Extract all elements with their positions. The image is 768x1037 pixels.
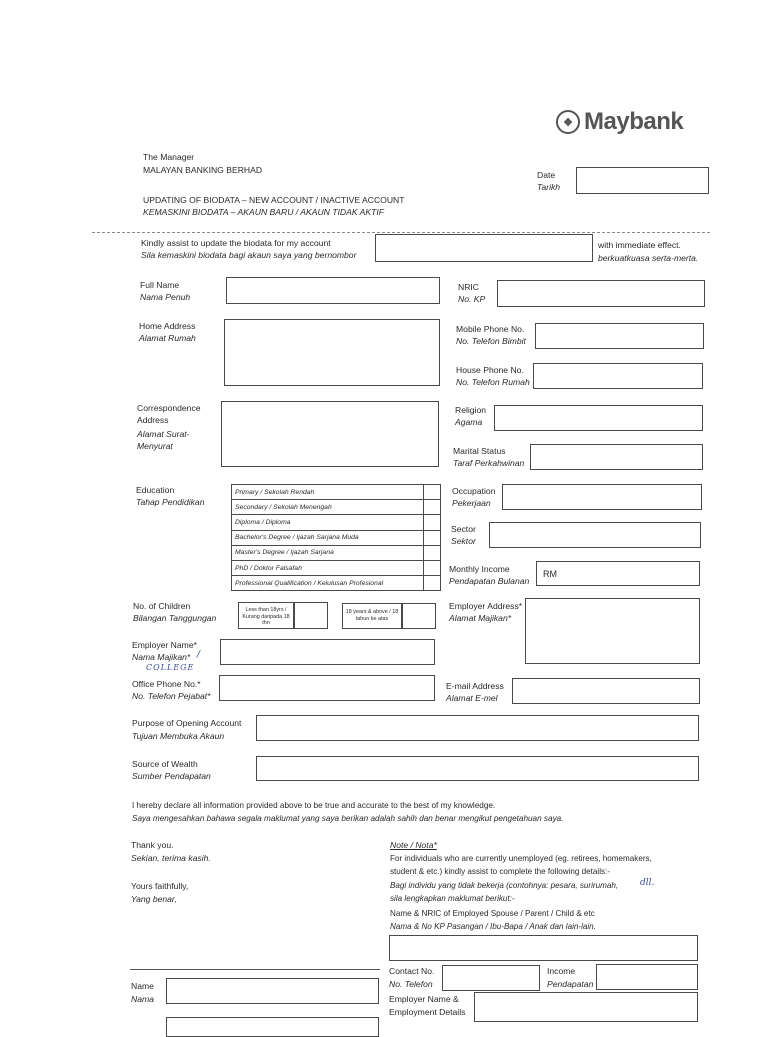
email-label: E-mail Address [446, 681, 504, 691]
education-table [231, 484, 441, 591]
logo-text: Maybank [584, 108, 684, 135]
home-address-field[interactable] [224, 319, 440, 386]
education-option-label: Diploma / Diploma [232, 515, 424, 530]
education-checkbox[interactable] [424, 530, 441, 545]
wealth-label-my: Sumber Pendapatan [132, 771, 211, 781]
note-line5: Name & NRIC of Employed Spouse / Parent / Child & etc [390, 909, 595, 918]
mobile-label-my: No. Telefon Bimbit [456, 336, 526, 346]
occupation-field[interactable] [502, 484, 702, 510]
children-label-my: Bilangan Tanggungan [133, 613, 217, 623]
education-option-label: Professional Qualification / Kelulusan Profesional [232, 576, 424, 591]
education-option-label: PhD / Doktor Falsafah [232, 560, 424, 575]
wealth-field[interactable] [256, 756, 699, 781]
note-line4: sila lengkapkan maklumat berikut:- [390, 894, 515, 903]
email-field[interactable] [512, 678, 700, 704]
education-option[interactable] [232, 576, 441, 591]
education-option[interactable] [232, 530, 441, 545]
note-title: Note / Nota* [390, 840, 437, 850]
nric-label: NRIC [458, 282, 480, 292]
employer-address-field[interactable] [525, 598, 700, 664]
income-label: Monthly Income [449, 564, 510, 574]
thanks-en: Thank you. [131, 840, 174, 850]
yours-en: Yours faithfully, [131, 881, 189, 891]
corr-label-my-1: Alamat Surat- [137, 429, 190, 439]
declaration-my: Saya mengesahkan bahawa segala maklumat yang saya berikan adalah sahih dan benar mengikut pengetahuan saya. [132, 814, 564, 823]
name-label: Name [131, 981, 154, 991]
dependent-name-field[interactable] [389, 935, 698, 961]
office-phone-field[interactable] [219, 675, 435, 701]
children-below-field[interactable] [294, 602, 328, 629]
name-label-my: Nama [131, 994, 154, 1004]
purpose-field[interactable] [256, 715, 699, 741]
education-option[interactable] [232, 545, 441, 560]
office-phone-label: Office Phone No.* [132, 679, 201, 689]
handwritten-slash: / [197, 650, 201, 660]
correspondence-address-field[interactable] [221, 401, 439, 467]
full-name-label: Full Name [140, 280, 180, 290]
contact-label: Contact No. [389, 966, 435, 976]
employment-label-1: Employer Name & [389, 994, 459, 1004]
date-label: Date [537, 170, 556, 180]
education-checkbox[interactable] [424, 485, 441, 500]
note-line2: student & etc.) kindly assist to complete the following details:- [390, 867, 610, 876]
house-phone-label: House Phone No. [456, 365, 524, 375]
mobile-label: Mobile Phone No. [456, 324, 525, 334]
nric-signature-field[interactable] [166, 1017, 379, 1037]
request-en: Kindly assist to update the biodata for my account [141, 238, 331, 248]
declaration-en: I hereby declare all information provided above to be true and accurate to the best of my knowledge. [132, 801, 496, 810]
house-phone-label-my: No. Telefon Rumah [456, 377, 530, 387]
full-name-label-my: Nama Penuh [140, 292, 191, 302]
education-option-label: Secondary / Sekolah Menengah [232, 500, 424, 515]
education-option[interactable] [232, 500, 441, 515]
employer-name-label: Employer Name* [132, 640, 197, 650]
sector-field[interactable] [489, 522, 701, 548]
contact-field[interactable] [442, 965, 540, 991]
maybank-tiger-icon: ❖ [556, 110, 580, 134]
education-option-label: Master's Degree / Ijazah Sarjana [232, 545, 424, 560]
religion-label: Religion [455, 405, 487, 415]
thanks-my: Sekian, terima kasih. [131, 853, 211, 863]
email-label-my: Alamat E-mel [446, 693, 498, 703]
employer-address-label-my: Alamat Majikan* [449, 613, 512, 623]
note-line3: Bagi individu yang tidak bekerja (contohnya: pesara, surirumah, [390, 881, 619, 890]
education-checkbox[interactable] [424, 545, 441, 560]
children-above-field[interactable] [402, 603, 436, 629]
income-prefix: RM [543, 569, 557, 579]
purpose-label: Purpose of Opening Account [132, 718, 242, 728]
education-option-label: Bachelor's Degree / Ijazah Sarjana Muda [232, 530, 424, 545]
education-checkbox[interactable] [424, 576, 441, 591]
request-my: Sila kemaskini biodata bagi akaun saya yang bernombor [141, 250, 357, 260]
account-number-field[interactable] [375, 234, 593, 262]
education-label-my: Tahap Pendidikan [136, 497, 205, 507]
children-below-label: Less than 18yrs / Kurang daripada 18 thn [242, 607, 290, 626]
income-label-my: Pendapatan Bulanan [449, 576, 530, 586]
note-income-label-my: Pendapatan [547, 979, 594, 989]
date-field[interactable] [576, 167, 709, 194]
handwritten-college: COLLEGE [146, 663, 195, 672]
children-label: No. of Children [133, 601, 191, 611]
religion-field[interactable] [494, 405, 703, 431]
religion-label-my: Agama [455, 417, 483, 427]
education-checkbox[interactable] [424, 515, 441, 530]
wealth-label: Source of Wealth [132, 759, 198, 769]
marital-field[interactable] [530, 444, 703, 470]
employment-label-2: Employment Details [389, 1007, 466, 1017]
mobile-field[interactable] [535, 323, 704, 349]
education-option[interactable] [232, 515, 441, 530]
education-option[interactable] [232, 560, 441, 575]
subject-en: UPDATING OF BIODATA – NEW ACCOUNT / INACTIVE ACCOUNT [143, 195, 405, 205]
note-income-label: Income [547, 966, 576, 976]
employer-name-label-my: Nama Majikan* [132, 652, 191, 662]
education-checkbox[interactable] [424, 560, 441, 575]
recipient-line1: The Manager [143, 152, 195, 162]
marital-label-my: Taraf Perkahwinan [453, 458, 525, 468]
children-above-label-box [342, 603, 402, 629]
corr-label-2: Address [137, 415, 169, 425]
full-name-field[interactable] [226, 277, 440, 304]
signature-line [130, 969, 380, 970]
maybank-logo [556, 108, 683, 136]
corr-label-1: Correspondence [137, 403, 201, 413]
children-below-label-box [238, 602, 294, 629]
sector-label-my: Sektor [451, 536, 476, 546]
effect-my: berkuatkuasa serta-merta. [598, 253, 699, 263]
name-field[interactable] [166, 978, 379, 1004]
occupation-label: Occupation [452, 486, 496, 496]
corr-label-my-2: Menyurat [137, 441, 173, 451]
date-label-my: Tarikh [537, 182, 561, 192]
education-option-label: Primary / Sekolah Rendah [232, 485, 424, 500]
nric-label-my: No. KP [458, 294, 486, 304]
children-above-label: 18 years & above / 18 tahun ke atas [345, 609, 399, 622]
education-option[interactable] [232, 485, 441, 500]
home-address-label: Home Address [139, 321, 196, 331]
marital-label: Marital Status [453, 446, 506, 456]
effect-en: with immediate effect. [598, 240, 681, 250]
yours-my: Yang benar, [131, 894, 177, 904]
employer-name-field[interactable] [220, 639, 435, 665]
office-phone-label-my: No. Telefon Pejabat* [132, 691, 211, 701]
subject-my: KEMASKINI BIODATA – AKAUN BARU / AKAUN TIDAK AKTIF [143, 207, 384, 217]
employer-address-label: Employer Address* [449, 601, 523, 611]
house-phone-field[interactable] [533, 363, 703, 389]
note-line6: Nama & No KP Pasangan / Ibu-Bapa / Anak dan lain-lain. [390, 922, 596, 931]
home-address-label-my: Alamat Rumah [139, 333, 196, 343]
contact-label-my: No. Telefon [389, 979, 433, 989]
handwritten-dll: dll. [640, 878, 655, 888]
divider [92, 232, 710, 233]
occupation-label-my: Pekerjaan [452, 498, 491, 508]
employment-details-field[interactable] [474, 992, 698, 1022]
note-line1: For individuals who are currently unemployed (eg. retirees, homemakers, [390, 854, 652, 863]
sector-label: Sector [451, 524, 476, 534]
income-field[interactable] [536, 561, 700, 586]
nric-field[interactable] [497, 280, 705, 307]
education-checkbox[interactable] [424, 500, 441, 515]
education-label: Education [136, 485, 175, 495]
note-income-field[interactable] [596, 964, 698, 990]
purpose-label-my: Tujuan Membuka Akaun [132, 731, 225, 741]
recipient-line2: MALAYAN BANKING BERHAD [143, 165, 263, 175]
